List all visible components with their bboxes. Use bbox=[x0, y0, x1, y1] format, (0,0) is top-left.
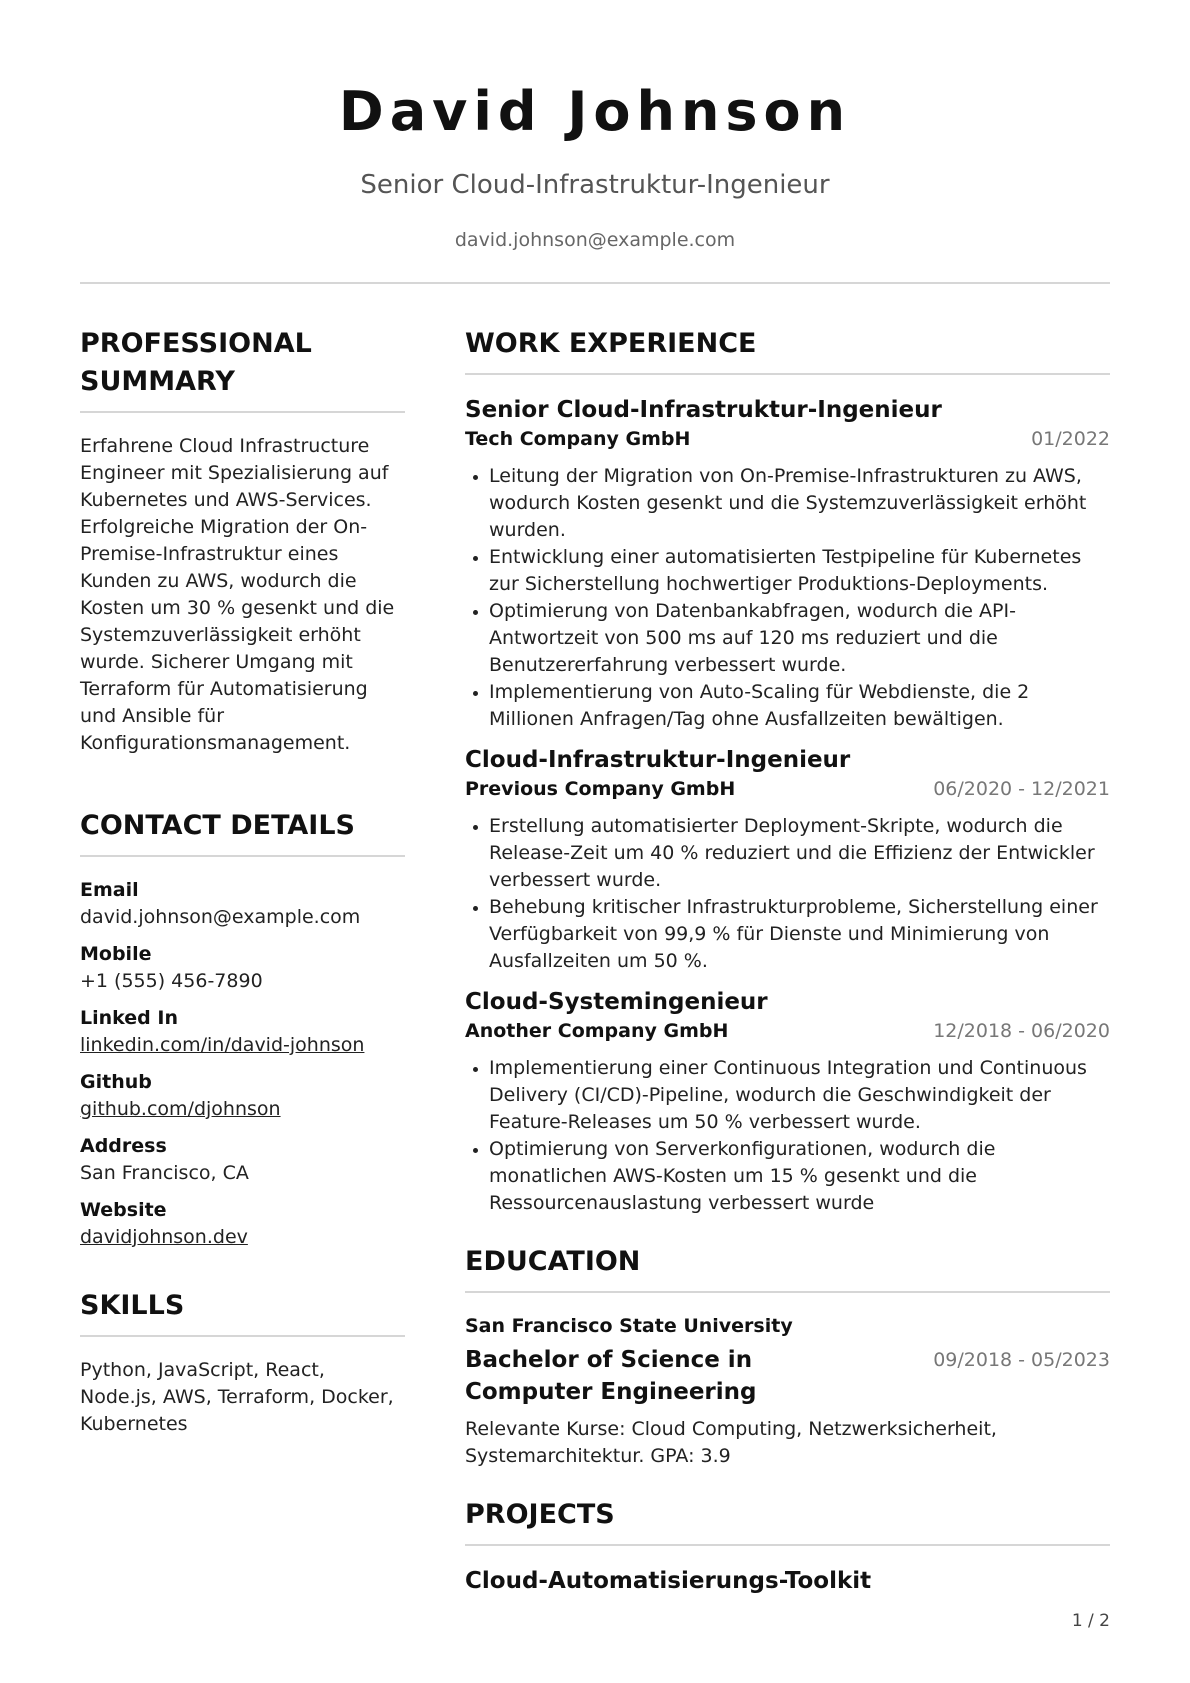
education-heading: EDUCATION bbox=[465, 1243, 1110, 1293]
education-school: San Francisco State University bbox=[465, 1315, 793, 1337]
job-company: Tech Company GmbH bbox=[465, 428, 691, 450]
linkedin-label: Linked In bbox=[80, 1007, 178, 1029]
candidate-name: David Johnson bbox=[338, 80, 852, 143]
education-section bbox=[465, 1243, 1110, 1470]
header-email[interactable]: david.johnson@example.com bbox=[454, 229, 736, 251]
job-dates: 12/2018 - 06/2020 bbox=[933, 1020, 1110, 1042]
contact-mobile: +1 (555) 456-7890 bbox=[80, 970, 263, 992]
job-bullet: Implementierung einer Continuous Integration und Continuous Delivery (CI/CD)-Pipeline, wodurch die Geschwindigkeit der Feature-Releases um 50 % verbessert wurde. bbox=[465, 1055, 1110, 1136]
job-bullets bbox=[465, 813, 1110, 975]
candidate-title: Senior Cloud-Infrastruktur-Ingenieur bbox=[360, 170, 830, 200]
project-title: Cloud-Automatisierungs-Toolkit bbox=[465, 1568, 872, 1594]
website-link[interactable]: davidjohnson.dev bbox=[80, 1226, 248, 1248]
job-title: Senior Cloud-Infrastruktur-Ingenieur bbox=[465, 397, 942, 423]
email-label: Email bbox=[80, 879, 139, 901]
job-dates: 01/2022 bbox=[1031, 428, 1110, 450]
job-bullet: Leitung der Migration von On-Premise-Infrastrukturen zu AWS, wodurch Kosten gesenkt und die Systemzuverlässigkeit erhöht wurden. bbox=[465, 463, 1110, 544]
job-bullet: Optimierung von Datenbankabfragen, wodurch die API-Antwortzeit von 500 ms auf 120 ms reduziert und die Benutzererfahrung verbessert wurde. bbox=[465, 598, 1110, 679]
job-company: Another Company GmbH bbox=[465, 1020, 729, 1042]
job-bullet: Behebung kritischer Infrastrukturprobleme, Sicherstellung einer Verfügbarkeit von 99,9 % für Dienste und Minimierung von Ausfallzeiten um 50 %. bbox=[465, 894, 1110, 975]
job-bullets bbox=[465, 463, 1110, 733]
job-bullet: Entwicklung einer automatisierten Testpipeline für Kubernetes zur Sicherstellung hochwertiger Produktions-Deployments. bbox=[465, 544, 1110, 598]
experience-heading: WORK EXPERIENCE bbox=[465, 325, 1110, 375]
job-entry bbox=[465, 745, 1110, 975]
header-divider bbox=[80, 282, 1110, 284]
job-bullets bbox=[465, 1055, 1110, 1217]
job-company: Previous Company GmbH bbox=[465, 778, 736, 800]
github-link[interactable]: github.com/djohnson bbox=[80, 1098, 281, 1120]
education-dates: 09/2018 - 05/2023 bbox=[933, 1349, 1110, 1371]
summary-heading: PROFESSIONAL SUMMARY bbox=[80, 325, 405, 413]
contact-section bbox=[80, 807, 405, 1251]
right-column bbox=[465, 325, 1110, 1597]
job-title: Cloud-Systemingenieur bbox=[465, 989, 768, 1015]
education-notes: Relevante Kurse: Cloud Computing, Netzwerksicherheit, Systemarchitektur. GPA: 3.9 bbox=[465, 1418, 997, 1467]
address-label: Address bbox=[80, 1135, 167, 1157]
skills-section bbox=[80, 1287, 405, 1438]
job-bullet: Implementierung von Auto-Scaling für Webdienste, die 2 Millionen Anfragen/Tag ohne Ausfallzeiten bewältigen. bbox=[465, 679, 1110, 733]
left-column bbox=[80, 325, 405, 1438]
skills-text: Python, JavaScript, React, Node.js, AWS, Terraform, Docker, Kubernetes bbox=[80, 1359, 394, 1435]
page-number: 1 / 2 bbox=[1071, 1611, 1110, 1631]
contact-heading: CONTACT DETAILS bbox=[80, 807, 405, 857]
education-degree: Bachelor of Science in Computer Engineering bbox=[465, 1347, 757, 1405]
job-title: Cloud-Infrastruktur-Ingenieur bbox=[465, 747, 851, 773]
mobile-label: Mobile bbox=[80, 943, 152, 965]
contact-email[interactable]: david.johnson@example.com bbox=[80, 906, 361, 928]
projects-section bbox=[465, 1496, 1110, 1597]
job-dates: 06/2020 - 12/2021 bbox=[933, 778, 1110, 800]
experience-section bbox=[465, 325, 1110, 1217]
job-bullet: Optimierung von Serverkonfigurationen, wodurch die monatlichen AWS-Kosten um 15 % gesenkt und die Ressourcenauslastung verbessert wurde bbox=[465, 1136, 1110, 1217]
website-label: Website bbox=[80, 1199, 167, 1221]
contact-address: San Francisco, CA bbox=[80, 1162, 249, 1184]
job-entry bbox=[465, 395, 1110, 733]
linkedin-link[interactable]: linkedin.com/in/david-johnson bbox=[80, 1034, 365, 1056]
skills-heading: SKILLS bbox=[80, 1287, 405, 1337]
job-entry bbox=[465, 987, 1110, 1217]
job-bullet: Erstellung automatisierter Deployment-Skripte, wodurch die Release-Zeit um 40 % reduziert und die Effizienz der Entwickler verbessert wurde. bbox=[465, 813, 1110, 894]
summary-section bbox=[80, 325, 405, 757]
summary-text: Erfahrene Cloud Infrastructure Engineer mit Spezialisierung auf Kubernetes und AWS-Services. Erfolgreiche Migration der On-Premise-Infrastruktur eines Kunden zu AWS, wodurch die Kosten um 30 % gesenkt und die Systemzuverlässigkeit erhöht wurde. Sicherer Umgang mit Terraform für Automatisierung und Ansible für Konfigurationsmanagement. bbox=[80, 435, 395, 754]
github-label: Github bbox=[80, 1071, 152, 1093]
projects-heading: PROJECTS bbox=[465, 1496, 1110, 1546]
